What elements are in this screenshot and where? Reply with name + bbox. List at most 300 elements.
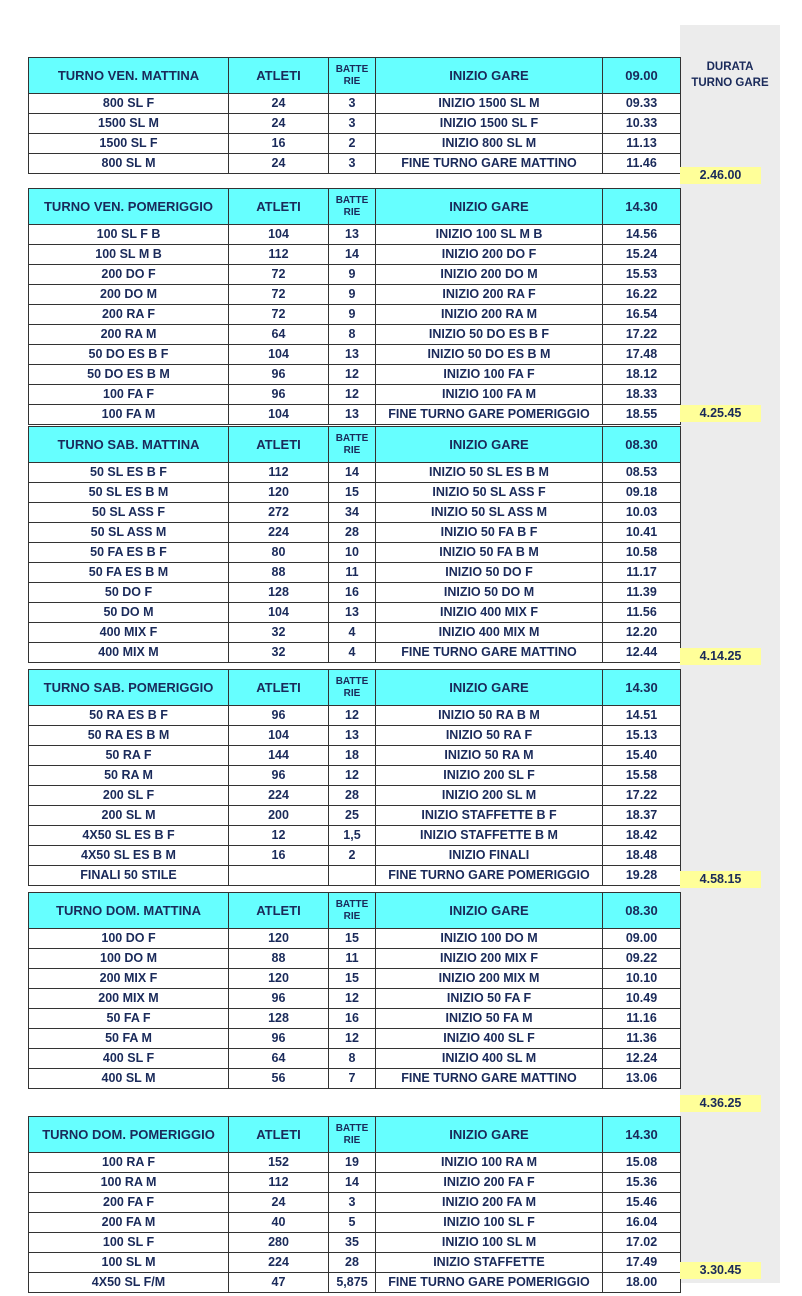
time-cell: 08.53: [603, 463, 681, 483]
turno-section: [28, 669, 680, 886]
table-row: [29, 265, 681, 285]
batterie-count: 10: [329, 543, 376, 563]
time-cell: 09.00: [603, 929, 681, 949]
atleti-count: 16: [229, 846, 329, 866]
event-name: 100 DO M: [29, 949, 229, 969]
time-cell: 15.40: [603, 746, 681, 766]
event-name: 4X50 SL F/M: [29, 1273, 229, 1293]
next-start-label: INIZIO 50 FA B F: [376, 523, 603, 543]
table-row: [29, 1193, 681, 1213]
time-cell: 18.48: [603, 846, 681, 866]
batterie-count: 9: [329, 265, 376, 285]
next-start-label: INIZIO 100 RA M: [376, 1153, 603, 1173]
batterie-count: 34: [329, 503, 376, 523]
duration-value: 4.36.25: [680, 1095, 761, 1112]
batterie-count: 8: [329, 1049, 376, 1069]
next-start-label: INIZIO STAFFETTE: [376, 1253, 603, 1273]
batterie-count: 3: [329, 94, 376, 114]
header-row: [29, 670, 681, 706]
atleti-count: 72: [229, 265, 329, 285]
next-start-label: INIZIO 800 SL M: [376, 134, 603, 154]
atleti-header: ATLETI: [229, 58, 329, 94]
next-start-label: INIZIO 200 MIX M: [376, 969, 603, 989]
batterie-count: 3: [329, 114, 376, 134]
event-name: 1500 SL M: [29, 114, 229, 134]
event-name: 50 SL ES B M: [29, 483, 229, 503]
atleti-count: 104: [229, 603, 329, 623]
table-row: [29, 325, 681, 345]
table-row: [29, 285, 681, 305]
atleti-count: 112: [229, 1173, 329, 1193]
atleti-count: 152: [229, 1153, 329, 1173]
schedule-table: [28, 892, 681, 1089]
batterie-count: 12: [329, 989, 376, 1009]
next-start-label: INIZIO 1500 SL F: [376, 114, 603, 134]
event-name: 50 DO M: [29, 603, 229, 623]
time-cell: 19.28: [603, 866, 681, 886]
atleti-count: 104: [229, 225, 329, 245]
batterie-count: 12: [329, 706, 376, 726]
next-start-label: INIZIO 400 MIX M: [376, 623, 603, 643]
next-start-label: INIZIO 50 FA M: [376, 1009, 603, 1029]
table-row: [29, 643, 681, 663]
header-row: [29, 58, 681, 94]
batterie-count: 2: [329, 134, 376, 154]
event-name: 100 SL M B: [29, 245, 229, 265]
atleti-count: 24: [229, 94, 329, 114]
atleti-count: 24: [229, 154, 329, 174]
duration-value: 4.58.15: [680, 871, 761, 888]
batterie-count: 25: [329, 806, 376, 826]
event-name: 200 DO M: [29, 285, 229, 305]
table-row: [29, 623, 681, 643]
next-start-label: INIZIO 50 DO M: [376, 583, 603, 603]
atleti-count: 96: [229, 365, 329, 385]
atleti-count: 32: [229, 643, 329, 663]
duration-value: 2.46.00: [680, 167, 761, 184]
table-row: [29, 1233, 681, 1253]
table-row: [29, 405, 681, 425]
table-row: [29, 385, 681, 405]
atleti-header: ATLETI: [229, 670, 329, 706]
event-name: 50 RA ES B F: [29, 706, 229, 726]
atleti-header: ATLETI: [229, 893, 329, 929]
atleti-count: 104: [229, 405, 329, 425]
atleti-count: 112: [229, 463, 329, 483]
event-name: 200 MIX M: [29, 989, 229, 1009]
table-row: [29, 766, 681, 786]
atleti-count: 64: [229, 325, 329, 345]
table-row: [29, 989, 681, 1009]
time-cell: 11.56: [603, 603, 681, 623]
batterie-count: 1,5: [329, 826, 376, 846]
atleti-count: 80: [229, 543, 329, 563]
next-start-label: INIZIO 100 DO M: [376, 929, 603, 949]
time-cell: 14.56: [603, 225, 681, 245]
event-name: 100 SL M: [29, 1253, 229, 1273]
event-name: 100 SL F: [29, 1233, 229, 1253]
time-cell: 16.04: [603, 1213, 681, 1233]
next-start-label: INIZIO 200 FA F: [376, 1173, 603, 1193]
time-cell: 10.41: [603, 523, 681, 543]
atleti-count: 120: [229, 969, 329, 989]
event-name: 100 FA F: [29, 385, 229, 405]
time-cell: 18.12: [603, 365, 681, 385]
schedule-table: [28, 1116, 681, 1293]
event-name: 100 FA M: [29, 405, 229, 425]
header-row: [29, 427, 681, 463]
batterie-count: 4: [329, 643, 376, 663]
table-row: [29, 134, 681, 154]
event-name: 800 SL F: [29, 94, 229, 114]
duration-value: 4.25.45: [680, 405, 761, 422]
time-cell: 17.48: [603, 345, 681, 365]
event-name: 400 SL M: [29, 1069, 229, 1089]
time-cell: 11.13: [603, 134, 681, 154]
atleti-count: 96: [229, 706, 329, 726]
table-row: [29, 1173, 681, 1193]
time-cell: 15.24: [603, 245, 681, 265]
time-cell: 16.54: [603, 305, 681, 325]
batterie-count: 14: [329, 463, 376, 483]
table-row: [29, 463, 681, 483]
next-start-label: INIZIO 50 FA B M: [376, 543, 603, 563]
turno-section: [28, 892, 680, 1089]
next-start-label: INIZIO 50 SL ES B M: [376, 463, 603, 483]
batterie-count: 5: [329, 1213, 376, 1233]
table-row: [29, 1069, 681, 1089]
table-row: [29, 866, 681, 886]
time-cell: 17.22: [603, 786, 681, 806]
next-start-label: INIZIO 200 DO F: [376, 245, 603, 265]
batterie-count: 7: [329, 1069, 376, 1089]
table-row: [29, 603, 681, 623]
atleti-count: 88: [229, 949, 329, 969]
next-start-label: INIZIO 200 FA M: [376, 1193, 603, 1213]
time-cell: 15.53: [603, 265, 681, 285]
start-time: 08.30: [603, 427, 681, 463]
atleti-header: ATLETI: [229, 1117, 329, 1153]
event-name: 200 DO F: [29, 265, 229, 285]
turno-title: TURNO VEN. POMERIGGIO: [29, 189, 229, 225]
event-name: 50 DO ES B M: [29, 365, 229, 385]
batterie-count: 11: [329, 563, 376, 583]
next-start-label: INIZIO 200 DO M: [376, 265, 603, 285]
table-row: [29, 746, 681, 766]
table-row: [29, 543, 681, 563]
table-row: [29, 365, 681, 385]
table-row: [29, 1273, 681, 1293]
atleti-count: 56: [229, 1069, 329, 1089]
event-name: 400 MIX F: [29, 623, 229, 643]
next-start-label: INIZIO 100 SL M: [376, 1233, 603, 1253]
batterie-count: 12: [329, 385, 376, 405]
batterie-count: 4: [329, 623, 376, 643]
batterie-count: 35: [329, 1233, 376, 1253]
time-cell: 15.58: [603, 766, 681, 786]
turno-section: [28, 1116, 680, 1293]
table-row: [29, 1153, 681, 1173]
batterie-count: 2: [329, 846, 376, 866]
schedule-table: [28, 426, 681, 663]
time-cell: 10.33: [603, 114, 681, 134]
atleti-count: 224: [229, 786, 329, 806]
time-cell: 09.18: [603, 483, 681, 503]
event-name: 4X50 SL ES B M: [29, 846, 229, 866]
atleti-count: 16: [229, 134, 329, 154]
table-row: [29, 846, 681, 866]
event-name: 100 RA M: [29, 1173, 229, 1193]
batterie-count: 3: [329, 1193, 376, 1213]
time-cell: 17.49: [603, 1253, 681, 1273]
time-cell: 09.22: [603, 949, 681, 969]
time-cell: 11.16: [603, 1009, 681, 1029]
batterie-count: 28: [329, 523, 376, 543]
table-row: [29, 345, 681, 365]
time-cell: 18.42: [603, 826, 681, 846]
header-row: [29, 893, 681, 929]
time-cell: 10.58: [603, 543, 681, 563]
time-cell: 10.03: [603, 503, 681, 523]
table-row: [29, 225, 681, 245]
atleti-count: 224: [229, 523, 329, 543]
start-time: 09.00: [603, 58, 681, 94]
event-name: 400 MIX M: [29, 643, 229, 663]
table-row: [29, 1009, 681, 1029]
batterie-count: 28: [329, 786, 376, 806]
time-cell: 11.17: [603, 563, 681, 583]
batterie-count: 12: [329, 365, 376, 385]
time-cell: 11.39: [603, 583, 681, 603]
start-time: 14.30: [603, 1117, 681, 1153]
batterie-count: 18: [329, 746, 376, 766]
atleti-count: 96: [229, 1029, 329, 1049]
time-cell: 13.06: [603, 1069, 681, 1089]
event-name: 50 DO ES B F: [29, 345, 229, 365]
next-start-label: INIZIO 100 SL F: [376, 1213, 603, 1233]
time-cell: 14.51: [603, 706, 681, 726]
event-name: 50 FA ES B F: [29, 543, 229, 563]
atleti-count: 72: [229, 305, 329, 325]
next-start-label: FINE TURNO GARE MATTINO: [376, 643, 603, 663]
table-row: [29, 245, 681, 265]
next-start-label: INIZIO 50 DO ES B F: [376, 325, 603, 345]
turno-title: TURNO DOM. POMERIGGIO: [29, 1117, 229, 1153]
time-cell: 12.20: [603, 623, 681, 643]
batterie-count: 13: [329, 345, 376, 365]
batterie-count: 12: [329, 1029, 376, 1049]
inizio-gare-header: INIZIO GARE: [376, 1117, 603, 1153]
batterie-count: 9: [329, 305, 376, 325]
inizio-gare-header: INIZIO GARE: [376, 189, 603, 225]
next-start-label: FINE TURNO GARE POMERIGGIO: [376, 866, 603, 886]
atleti-count: 120: [229, 929, 329, 949]
time-cell: 18.00: [603, 1273, 681, 1293]
batterie-count: 3: [329, 154, 376, 174]
next-start-label: INIZIO 100 FA M: [376, 385, 603, 405]
atleti-count: 200: [229, 806, 329, 826]
turno-section: [28, 426, 680, 663]
start-time: 08.30: [603, 893, 681, 929]
time-cell: 15.08: [603, 1153, 681, 1173]
atleti-count: 104: [229, 345, 329, 365]
atleti-count: 112: [229, 245, 329, 265]
time-cell: 11.36: [603, 1029, 681, 1049]
header-row: [29, 1117, 681, 1153]
duration-value: 4.14.25: [680, 648, 761, 665]
time-cell: 18.33: [603, 385, 681, 405]
time-cell: 17.22: [603, 325, 681, 345]
atleti-count: 24: [229, 1193, 329, 1213]
atleti-count: 104: [229, 726, 329, 746]
schedule-table: [28, 188, 681, 425]
next-start-label: INIZIO 100 SL M B: [376, 225, 603, 245]
atleti-count: 280: [229, 1233, 329, 1253]
event-name: 50 RA F: [29, 746, 229, 766]
atleti-count: 12: [229, 826, 329, 846]
table-row: [29, 114, 681, 134]
batterie-count: 28: [329, 1253, 376, 1273]
event-name: 100 DO F: [29, 929, 229, 949]
batterie-count: 19: [329, 1153, 376, 1173]
time-cell: 16.22: [603, 285, 681, 305]
atleti-count: 96: [229, 385, 329, 405]
time-cell: 15.36: [603, 1173, 681, 1193]
atleti-count: 72: [229, 285, 329, 305]
turno-title: TURNO SAB. POMERIGGIO: [29, 670, 229, 706]
batterie-count: 13: [329, 405, 376, 425]
next-start-label: INIZIO 200 RA F: [376, 285, 603, 305]
atleti-count: 32: [229, 623, 329, 643]
table-row: [29, 563, 681, 583]
next-start-label: INIZIO FINALI: [376, 846, 603, 866]
next-start-label: INIZIO 400 SL M: [376, 1049, 603, 1069]
duration-column-title: DURATA TURNO GARE: [691, 61, 769, 89]
table-row: [29, 786, 681, 806]
inizio-gare-header: INIZIO GARE: [376, 427, 603, 463]
event-name: 4X50 SL ES B F: [29, 826, 229, 846]
batterie-count: 11: [329, 949, 376, 969]
table-row: [29, 1213, 681, 1233]
table-row: [29, 483, 681, 503]
turno-section: [28, 57, 680, 174]
batterie-count: 14: [329, 1173, 376, 1193]
batterie-header: BATTE RIE: [329, 427, 376, 463]
atleti-count: 24: [229, 114, 329, 134]
next-start-label: FINE TURNO GARE MATTINO: [376, 1069, 603, 1089]
event-name: 100 SL F B: [29, 225, 229, 245]
time-cell: 15.13: [603, 726, 681, 746]
table-row: [29, 929, 681, 949]
table-row: [29, 305, 681, 325]
event-name: 50 FA ES B M: [29, 563, 229, 583]
turno-title: TURNO SAB. MATTINA: [29, 427, 229, 463]
atleti-count: 40: [229, 1213, 329, 1233]
batterie-count: 8: [329, 325, 376, 345]
next-start-label: INIZIO 200 SL M: [376, 786, 603, 806]
time-cell: 09.33: [603, 94, 681, 114]
atleti-count: 272: [229, 503, 329, 523]
atleti-header: ATLETI: [229, 427, 329, 463]
event-name: 200 SL F: [29, 786, 229, 806]
event-name: 50 RA M: [29, 766, 229, 786]
inizio-gare-header: INIZIO GARE: [376, 893, 603, 929]
next-start-label: INIZIO 400 MIX F: [376, 603, 603, 623]
atleti-count: 120: [229, 483, 329, 503]
turno-title: TURNO DOM. MATTINA: [29, 893, 229, 929]
batterie-count: 13: [329, 603, 376, 623]
table-row: [29, 726, 681, 746]
event-name: FINALI 50 STILE: [29, 866, 229, 886]
event-name: 50 SL ES B F: [29, 463, 229, 483]
next-start-label: INIZIO 50 FA F: [376, 989, 603, 1009]
next-start-label: INIZIO 50 DO F: [376, 563, 603, 583]
next-start-label: FINE TURNO GARE POMERIGGIO: [376, 405, 603, 425]
table-row: [29, 806, 681, 826]
time-cell: 12.24: [603, 1049, 681, 1069]
event-name: 50 DO F: [29, 583, 229, 603]
inizio-gare-header: INIZIO GARE: [376, 670, 603, 706]
atleti-count: 64: [229, 1049, 329, 1069]
start-time: 14.30: [603, 670, 681, 706]
turno-section: [28, 188, 680, 425]
duration-value: 3.30.45: [680, 1262, 761, 1279]
batterie-header: BATTE RIE: [329, 189, 376, 225]
batterie-header: BATTE RIE: [329, 58, 376, 94]
event-name: 200 MIX F: [29, 969, 229, 989]
event-name: 200 SL M: [29, 806, 229, 826]
event-name: 200 FA F: [29, 1193, 229, 1213]
table-row: [29, 1029, 681, 1049]
batterie-count: 14: [329, 245, 376, 265]
next-start-label: INIZIO 50 SL ASS M: [376, 503, 603, 523]
batterie-count: 15: [329, 969, 376, 989]
atleti-header: ATLETI: [229, 189, 329, 225]
atleti-count: 47: [229, 1273, 329, 1293]
next-start-label: INIZIO 50 DO ES B M: [376, 345, 603, 365]
event-name: 50 SL ASS F: [29, 503, 229, 523]
batterie-header: BATTE RIE: [329, 670, 376, 706]
start-time: 14.30: [603, 189, 681, 225]
next-start-label: INIZIO 1500 SL M: [376, 94, 603, 114]
next-start-label: INIZIO 50 SL ASS F: [376, 483, 603, 503]
next-start-label: INIZIO 200 MIX F: [376, 949, 603, 969]
atleti-count: 128: [229, 583, 329, 603]
table-row: [29, 949, 681, 969]
batterie-count: 12: [329, 766, 376, 786]
table-row: [29, 826, 681, 846]
time-cell: 18.37: [603, 806, 681, 826]
next-start-label: INIZIO 100 FA F: [376, 365, 603, 385]
batterie-count: 9: [329, 285, 376, 305]
batterie-count: 15: [329, 929, 376, 949]
batterie-count: 16: [329, 1009, 376, 1029]
next-start-label: INIZIO 400 SL F: [376, 1029, 603, 1049]
table-row: [29, 706, 681, 726]
event-name: 200 RA F: [29, 305, 229, 325]
event-name: 800 SL M: [29, 154, 229, 174]
batterie-count: [329, 866, 376, 886]
next-start-label: INIZIO 50 RA B M: [376, 706, 603, 726]
event-name: 100 RA F: [29, 1153, 229, 1173]
atleti-count: 88: [229, 563, 329, 583]
time-cell: 10.49: [603, 989, 681, 1009]
next-start-label: FINE TURNO GARE MATTINO: [376, 154, 603, 174]
event-name: 50 RA ES B M: [29, 726, 229, 746]
time-cell: 12.44: [603, 643, 681, 663]
table-row: [29, 154, 681, 174]
table-row: [29, 94, 681, 114]
